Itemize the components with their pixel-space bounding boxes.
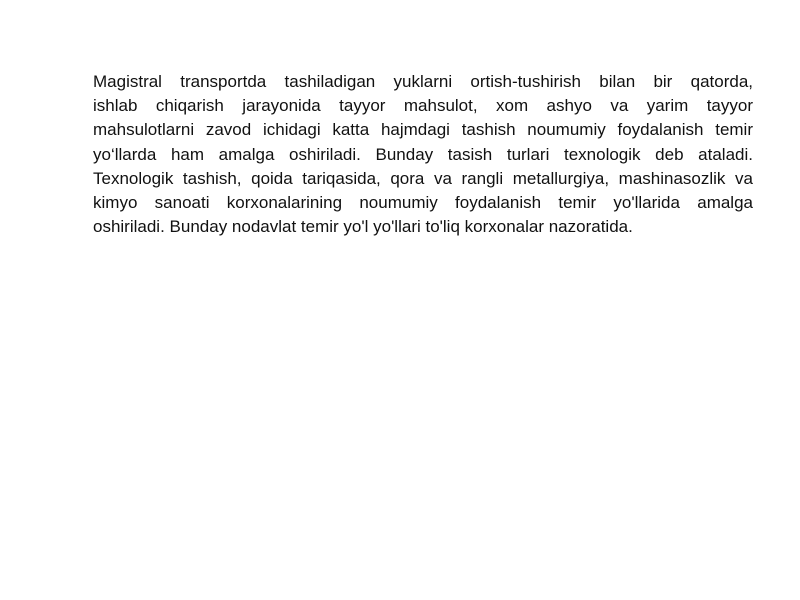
paragraph-line-5: Texnologik tashish, qoida tariqasida, qora va rangli metallurgiya, mashinasozlik va xyxy=(93,168,753,188)
paragraph-line-6: kimyo sanoati korxonalarining noumumiy foydalanish temir yo'llarida amalga xyxy=(93,193,753,213)
paragraph-line-3: mahsulotlarni zavod ichidagi katta hajmdagi tashish noumumiy foydalanish temir xyxy=(93,120,753,140)
paragraph-line-7: oshiriladi. Bunday nodavlat temir yo'l yo'llari to'liq korxonalar nazoratida. xyxy=(93,217,633,237)
paragraph-line-4: yo‘llarda ham amalga oshiriladi. Bunday tasish turlari texnologik deb ataladi. xyxy=(93,144,753,164)
body-paragraph xyxy=(93,70,753,239)
paragraph-line-2: ishlab chiqarish jarayonida tayyor mahsulot, xom ashyo va yarim tayyor xyxy=(93,96,753,116)
paragraph-line-1: Magistral transportda tashiladigan yuklarni ortish-tushirish bilan bir qatorda, xyxy=(93,72,753,91)
